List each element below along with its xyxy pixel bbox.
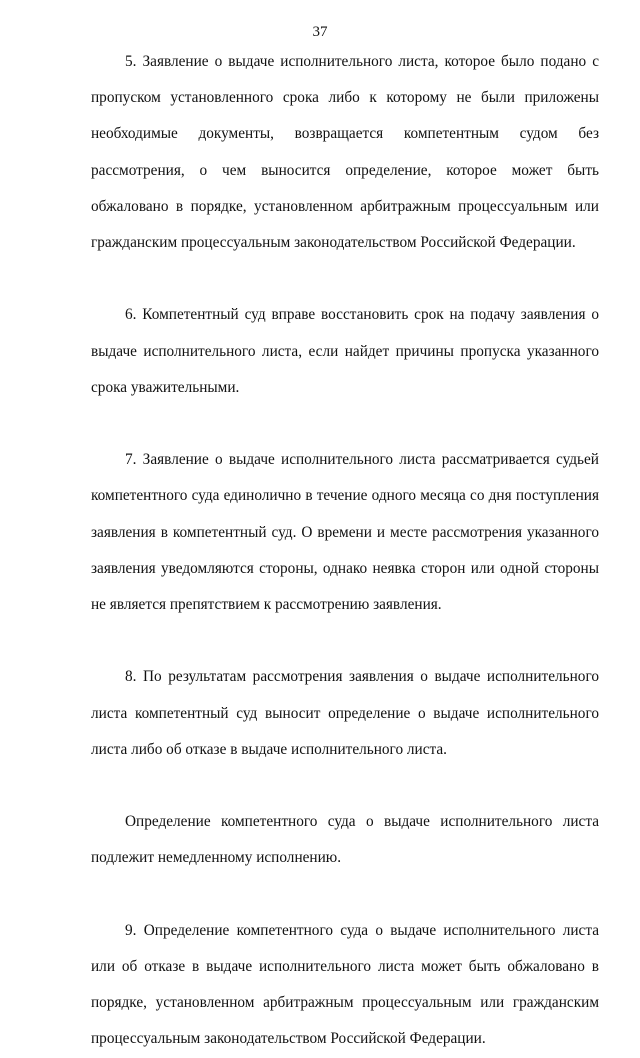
paragraph-8-continuation: Определение компетентного суда о выдаче исполнительного листа подлежит немедленному исполнению. — [91, 813, 599, 867]
paragraph-9: 9. Определение компетентного суда о выдаче исполнительного листа или об отказе в выдаче исполнительного листа может быть обжаловано в порядке, установленном арбитражным процессуальным или гражданским процессуальным законодательством Российской Федерации. — [91, 921, 599, 1048]
page-number: 37 — [312, 24, 328, 40]
paragraph-8: 8. По результатам рассмотрения заявления о выдаче исполнительного листа компетентный суд выносит определение о выдаче исполнительного листа либо об отказе в выдаче исполнительного листа. — [91, 668, 599, 758]
paragraph-5: 5. Заявление о выдаче исполнительного листа, которое было подано с пропуском установленного срока либо к которому не были приложены необходимые документы, возвращается компетентным судом без рассмотрения, о чем выносится определение, которое может быть обжаловано в порядке, установленном арбитражным процессуальным или гражданским процессуальным законодательством Российской Федерации. — [91, 53, 599, 252]
document-body — [91, 44, 599, 1058]
paragraph-7: 7. Заявление о выдаче исполнительного листа рассматривается судьей компетентного суда единолично в течение одного месяца со дня поступления заявления в компетентный суд. О времени и месте рассмотрения указанного заявления уведомляются стороны, однако неявка сторон или одной стороны не является препятствием к рассмотрению заявления. — [91, 451, 599, 614]
paragraph-6: 6. Компетентный суд вправе восстановить срок на подачу заявления о выдаче исполнительного листа, если найдет причины пропуска указанного срока уважительными. — [91, 306, 599, 396]
